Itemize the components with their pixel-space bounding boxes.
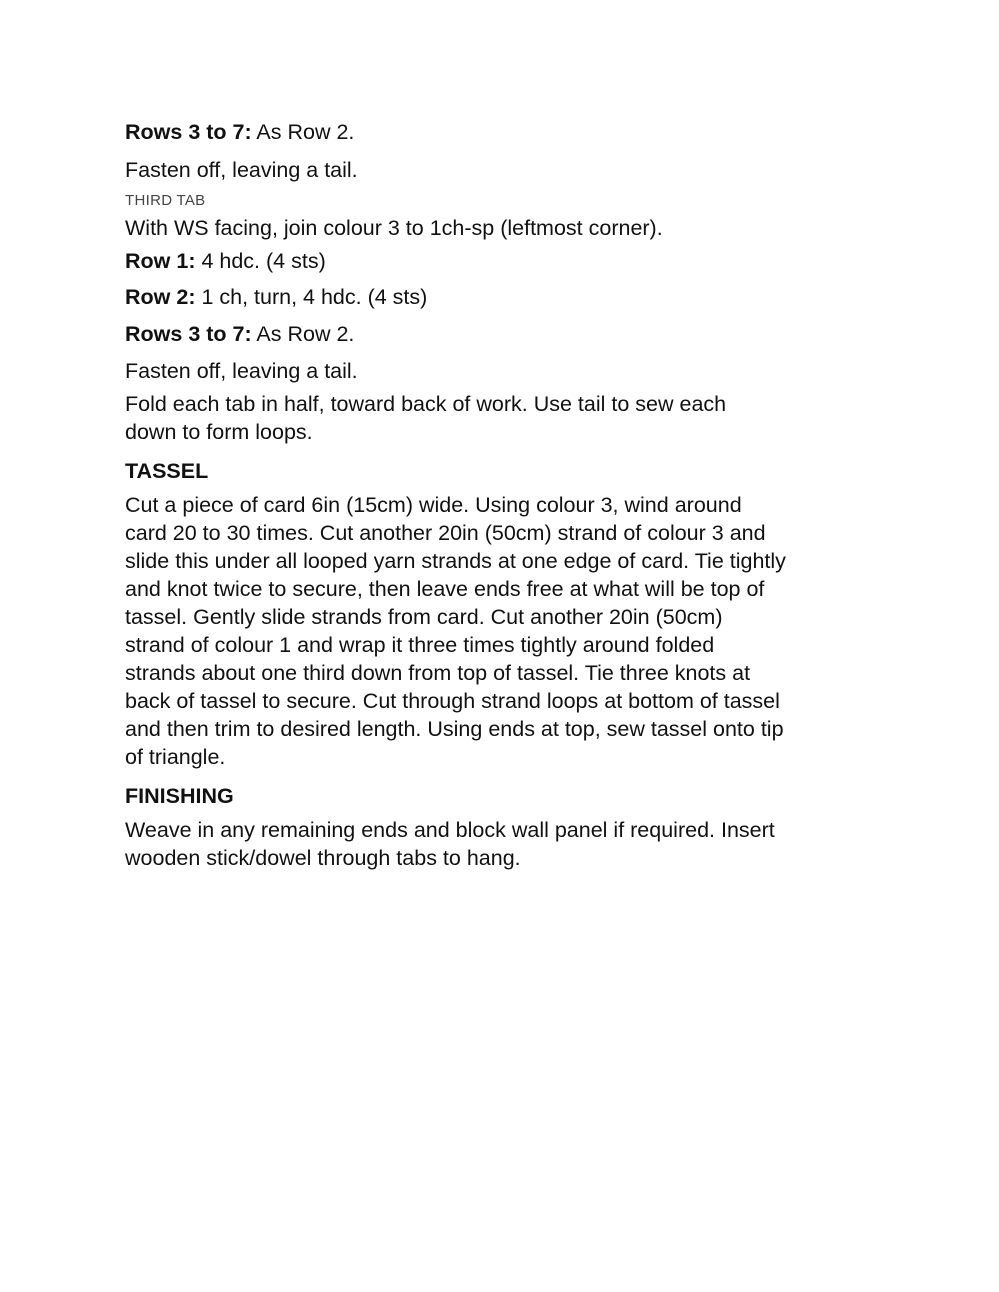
tassel-line: and knot twice to secure, then leave ends free at what will be top of (125, 577, 765, 601)
fasten-off-line-repeat: Fasten off, leaving a tail. (125, 359, 358, 383)
fold-line: down to form loops. (125, 420, 313, 444)
tassel-line: back of tassel to secure. Cut through strand loops at bottom of tassel (125, 689, 780, 713)
rows-3-to-7-instruction-repeat (125, 320, 885, 348)
tassel-line: Cut a piece of card 6in (15cm) wide. Using colour 3, wind around (125, 493, 742, 517)
tassel-line: card 20 to 30 times. Cut another 20in (50cm) strand of colour 3 and (125, 521, 766, 545)
join-instruction: With WS facing, join colour 3 to 1ch-sp (leftmost corner). (125, 216, 663, 240)
finishing-line: wooden stick/dowel through tabs to hang. (125, 846, 521, 870)
tassel-line: strands about one third down from top of tassel. Tie three knots at (125, 661, 751, 685)
finishing-heading: FINISHING (125, 784, 234, 808)
third-tab-heading: THIRD TAB (125, 192, 206, 209)
row-1-text: 4 hdc. (4 sts) (195, 249, 326, 273)
finishing-paragraph (125, 816, 885, 872)
rows-3-to-7-label: Rows 3 to 7: (125, 120, 252, 144)
fold-paragraph (125, 390, 885, 446)
row-2-text: 1 ch, turn, 4 hdc. (4 sts) (195, 285, 428, 309)
row-2-label: Row 2: (125, 285, 196, 309)
tassel-line: and then trim to desired length. Using ends at top, sew tassel onto tip (125, 717, 784, 741)
rows-3-to-7-instruction (125, 118, 885, 146)
rows-3-to-7-text: As Row 2. (251, 120, 355, 144)
rows-3-to-7-text-repeat: As Row 2. (251, 322, 355, 346)
rows-3-to-7-label-repeat: Rows 3 to 7: (125, 322, 252, 346)
tassel-line: slide this under all looped yarn strands at one edge of card. Tie tightly (125, 549, 786, 573)
tassel-paragraph (125, 491, 885, 771)
row-1-label: Row 1: (125, 249, 196, 273)
tassel-line: tassel. Gently slide strands from card. Cut another 20in (50cm) (125, 605, 723, 629)
fasten-off-line: Fasten off, leaving a tail. (125, 158, 358, 182)
row-1-instruction (125, 247, 885, 275)
page-content (125, 118, 885, 872)
tassel-line: strand of colour 1 and wrap it three times tightly around folded (125, 633, 715, 657)
tassel-line: of triangle. (125, 745, 226, 769)
finishing-line: Weave in any remaining ends and block wall panel if required. Insert (125, 818, 775, 842)
tassel-heading: TASSEL (125, 459, 209, 483)
fold-line: Fold each tab in half, toward back of work. Use tail to sew each (125, 392, 727, 416)
row-2-instruction (125, 283, 885, 311)
